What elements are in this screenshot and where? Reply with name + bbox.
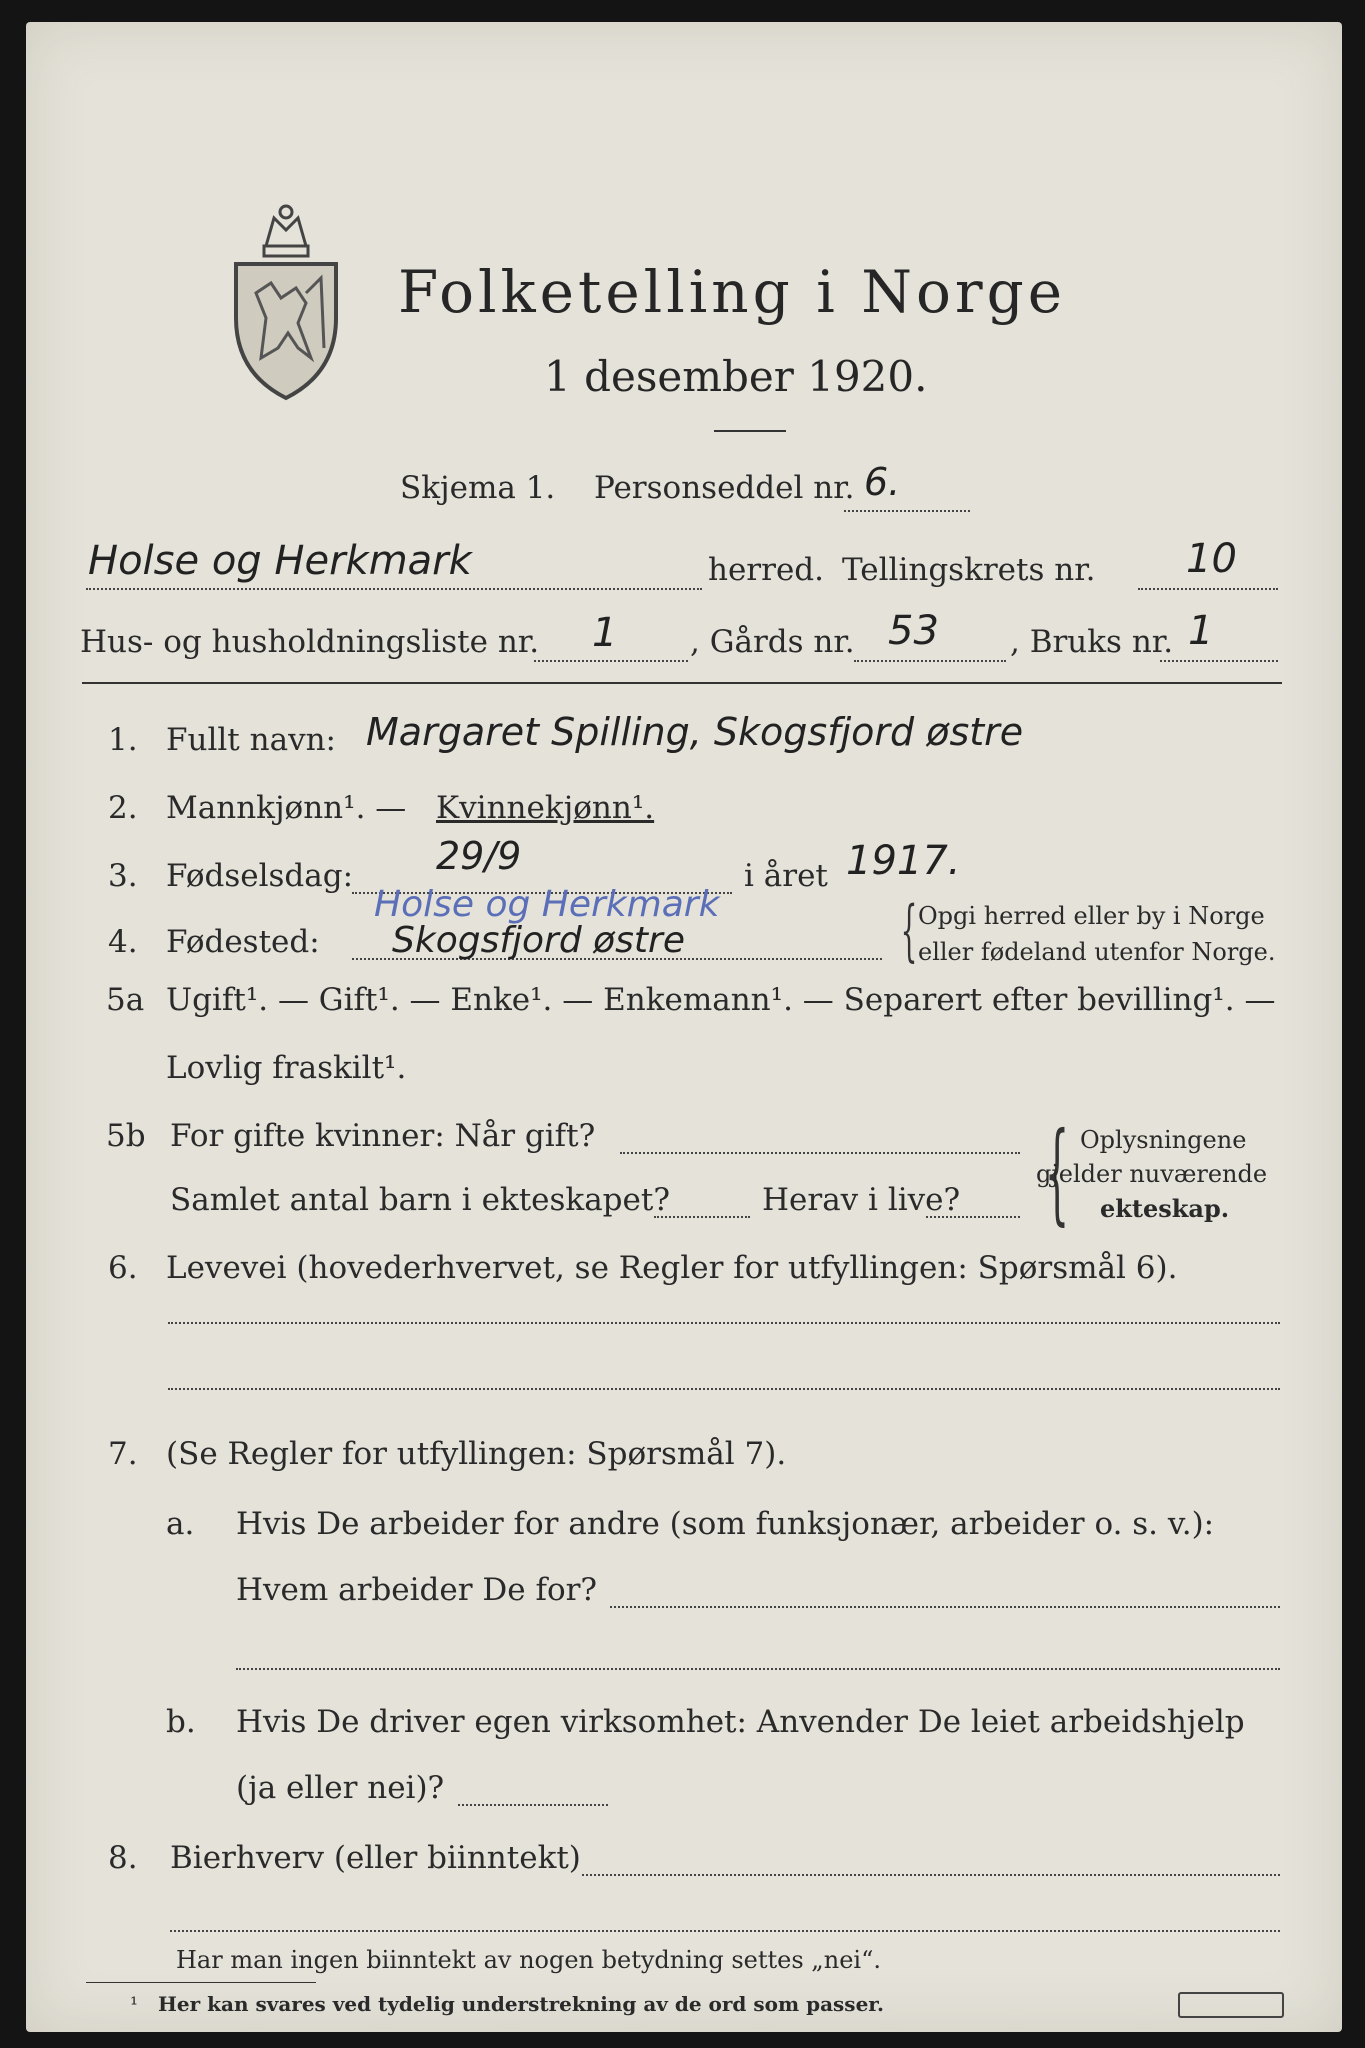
- herred-value[interactable]: Holse og Herkmark: [88, 538, 472, 584]
- q8-number: 8.: [108, 1840, 138, 1876]
- q1-value[interactable]: Margaret Spilling, Skogsfjord østre: [366, 710, 1024, 754]
- bruks-value[interactable]: 1: [1188, 608, 1214, 654]
- q1-label: Fullt navn:: [166, 722, 336, 758]
- q2-number: 2.: [108, 790, 138, 826]
- q5a-text2: Lovlig fraskilt¹.: [166, 1050, 407, 1086]
- q7a-label2: Hvem arbeider De for?: [236, 1572, 598, 1608]
- gards-line: [854, 660, 1006, 662]
- q6-line2: [168, 1388, 1280, 1390]
- personseddel-label: Personseddel nr.: [594, 470, 855, 506]
- q8-line2: [170, 1930, 1280, 1932]
- q7-number: 7.: [108, 1436, 138, 1472]
- footnote-text: Her kan svares ved tydelig understrekning av de ord som passer.: [158, 1992, 884, 2016]
- q6-line1: [168, 1322, 1280, 1324]
- q8-line1: [582, 1874, 1280, 1876]
- footnote-divider: [86, 1982, 316, 1983]
- q7a-line1: [610, 1606, 1280, 1608]
- q6-number: 6.: [108, 1250, 138, 1286]
- footnote-marker: ¹: [130, 1992, 139, 2016]
- q5b-note-line2: gjelder nuværende: [1036, 1160, 1268, 1188]
- header-divider: [82, 682, 1282, 684]
- q3-year-label: i året: [744, 858, 828, 894]
- q3-number: 3.: [108, 858, 138, 894]
- tellingskrets-value[interactable]: 10: [1186, 536, 1237, 582]
- q5b-number: 5b: [106, 1118, 146, 1154]
- q5b-label2: Samlet antal barn i ekteskapet?: [170, 1182, 670, 1218]
- q5b-label: For gifte kvinner: Når gift?: [170, 1118, 596, 1154]
- q4-note-brace: {: [900, 892, 918, 969]
- q4-number: 4.: [108, 924, 138, 960]
- q2-label-female[interactable]: Kvinnekjønn¹.: [436, 790, 655, 826]
- q5b-line3: [926, 1216, 1020, 1218]
- q7a-label: Hvis De arbeider for andre (som funksjonær, arbeider o. s. v.):: [236, 1506, 1215, 1542]
- q5b-note-line3: ekteskap.: [1100, 1194, 1230, 1223]
- tellingskrets-label: Tellingskrets nr.: [842, 552, 1096, 588]
- q8-note: Har man ingen biinntekt av nogen betydning settes „nei“.: [176, 1946, 881, 1974]
- q2-label-male: Mannkjønn¹. —: [166, 790, 407, 826]
- q4-note-line2: eller fødeland utenfor Norge.: [918, 938, 1276, 966]
- skjema-label: Skjema 1.: [400, 470, 556, 506]
- gards-label: , Gårds nr.: [690, 624, 855, 660]
- q5b-line2: [654, 1216, 750, 1218]
- q7b-label: Hvis De driver egen virksomhet: Anvender De leiet arbeidshjelp: [236, 1704, 1245, 1740]
- form-title: Folketelling i Norge: [398, 258, 1067, 326]
- hus-line: [534, 660, 688, 662]
- q5b-line1: [620, 1152, 1020, 1154]
- hus-value[interactable]: 1: [592, 610, 618, 656]
- personseddel-line: [844, 510, 970, 512]
- q7-label: (Se Regler for utfyllingen: Spørsmål 7).: [166, 1436, 787, 1472]
- q5a-number: 5a: [106, 982, 145, 1018]
- q3-label: Fødselsdag:: [166, 858, 354, 894]
- bruks-line: [1160, 660, 1278, 662]
- herred-label: herred.: [708, 552, 824, 588]
- tellingskrets-line: [1138, 588, 1278, 590]
- hus-label: Hus- og husholdningsliste nr.: [80, 624, 540, 660]
- q7a-line2: [236, 1668, 1280, 1670]
- gards-value[interactable]: 53: [888, 608, 939, 654]
- printer-stamp-icon: [1178, 1992, 1284, 2018]
- q7b-label2: (ja eller nei)?: [236, 1770, 445, 1806]
- q1-number: 1.: [108, 722, 138, 758]
- q4-value-line1[interactable]: Holse og Herkmark: [374, 884, 720, 925]
- q7b-number: b.: [166, 1704, 196, 1740]
- personseddel-value[interactable]: 6.: [864, 460, 901, 504]
- coat-of-arms-icon: [226, 198, 346, 408]
- q8-label: Bierhverv (eller biinntekt): [170, 1840, 581, 1876]
- herred-line: [86, 588, 702, 590]
- q5a-text: Ugift¹. — Gift¹. — Enke¹. — Enkemann¹. — Separert efter bevilling¹. —: [166, 982, 1276, 1018]
- bruks-label: , Bruks nr.: [1010, 624, 1174, 660]
- q4-label: Fødested:: [166, 924, 320, 960]
- title-divider: [714, 430, 786, 432]
- q3-year-value[interactable]: 1917.: [846, 838, 961, 884]
- q4-note-line1: Opgi herred eller by i Norge: [918, 902, 1265, 930]
- q5b-note-brace: {: [1044, 1108, 1070, 1236]
- q4-value-line2[interactable]: Skogsfjord østre: [392, 920, 685, 961]
- q7a-number: a.: [166, 1506, 195, 1542]
- form-date: 1 desember 1920.: [544, 352, 928, 401]
- q6-label: Levevei (hovederhvervet, se Regler for utfyllingen: Spørsmål 6).: [166, 1250, 1178, 1286]
- q5b-note-line1: Oplysningene: [1080, 1126, 1247, 1154]
- census-form-page: [26, 22, 1342, 2032]
- q7b-line: [458, 1804, 608, 1806]
- q3-value[interactable]: 29/9: [436, 834, 522, 878]
- q5b-label3: Herav i live?: [762, 1182, 961, 1218]
